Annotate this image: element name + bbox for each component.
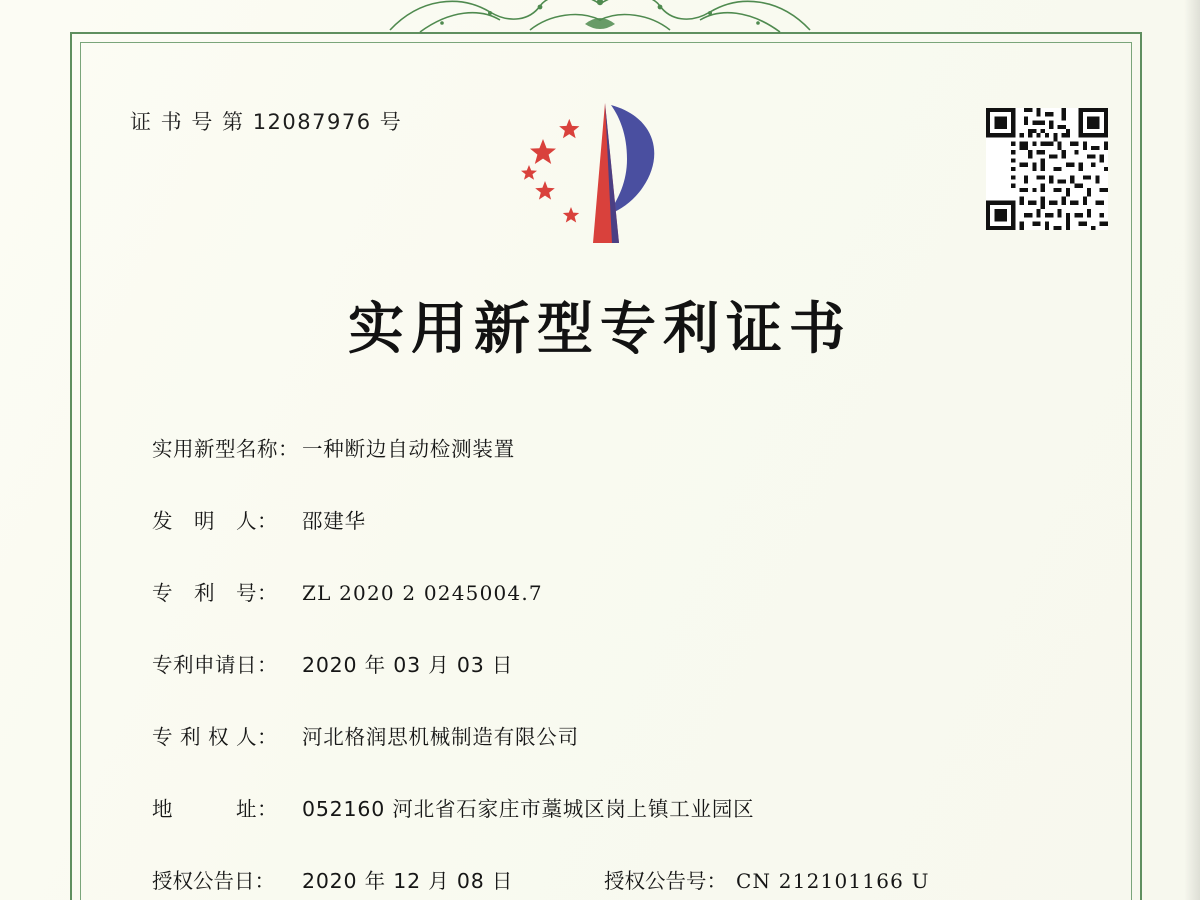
page-edge-shadow [1184, 0, 1200, 900]
field-value-inventor: 邵建华 [302, 509, 366, 533]
field-row [152, 504, 1112, 576]
certificate-number: 证 书 号 第 12087976 号 [130, 110, 403, 134]
field-label-grant-date: 授权公告日： [152, 869, 275, 893]
field-label-utility-model-name: 实用新型名称： [152, 437, 299, 461]
field-row [152, 792, 1112, 864]
field-row [152, 864, 1112, 900]
field-row [152, 648, 1112, 720]
field-label-inventor: 发 明 人： [152, 509, 278, 533]
field-row [152, 432, 1112, 504]
field-label-grant-number: 授权公告号： [604, 869, 727, 893]
field-value-grant-date: 2020 年 12 月 08 日 [302, 869, 514, 893]
field-value-patent-number: ZL 2020 2 0245004.7 [302, 581, 543, 605]
field-label-application-date: 专利申请日： [152, 653, 278, 677]
field-value-grant-number: CN 212101166 U [736, 869, 930, 893]
field-list [152, 432, 1112, 900]
field-row [152, 576, 1112, 648]
grant-publication-date-group [152, 864, 604, 894]
field-label-address: 地 址： [152, 797, 278, 821]
ornament-scrollwork [380, 0, 820, 34]
field-label-patent-number: 专 利 号： [152, 581, 278, 605]
cnipa-emblem-icon [515, 95, 685, 250]
field-value-address: 052160 河北省石家庄市藁城区岗上镇工业园区 [302, 797, 755, 821]
qr-code [986, 108, 1108, 230]
field-value-patentee: 河北格润思机械制造有限公司 [302, 725, 579, 749]
field-value-utility-model-name: 一种断边自动检测装置 [302, 437, 515, 461]
grant-publication-number-group [604, 864, 930, 894]
field-label-patentee: 专 利 权 人： [152, 725, 279, 749]
page-title: 实用新型专利证书 [348, 297, 852, 362]
field-value-application-date: 2020 年 03 月 03 日 [302, 653, 514, 677]
field-row [152, 720, 1112, 792]
